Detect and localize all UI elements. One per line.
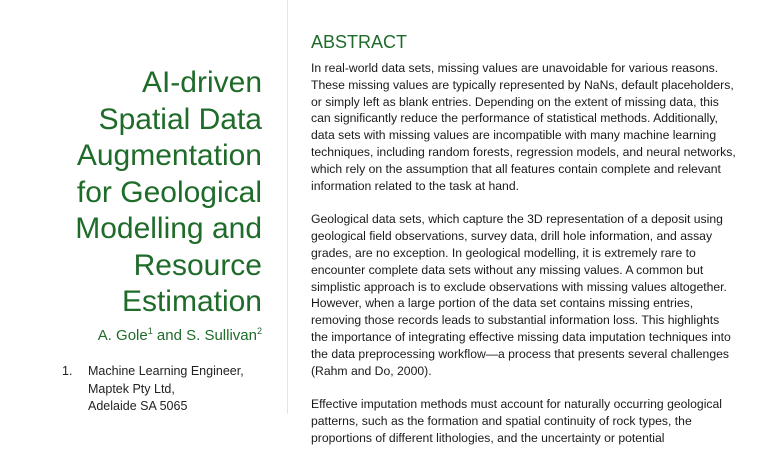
author-name: S. Sullivan [186,327,257,344]
affiliation-line: Adelaide SA 5065 [88,399,188,413]
text-line: proportions of different lithologies, and the uncertainty or potential [311,430,665,445]
title-line: AI-driven [141,66,262,99]
title-line: Spatial Data [98,102,262,136]
author-name: A. Gole [97,327,148,344]
abstract-column [311,30,751,464]
column-divider [287,0,288,414]
affiliation-number: 1. [62,364,73,378]
title-line: Estimation [121,285,262,318]
title-line: Augmentation [76,139,262,172]
text-line: simplistic approach is to exclude observations with missing values altogether. [311,279,727,294]
text-line: data sets with missing values are incompatible with many machine learning [311,128,717,143]
abstract-paragraph [311,211,751,379]
text-line: techniques, including random forests, regression models, and neural networks, [311,144,736,159]
title-line: Resource [133,248,262,282]
text-line: However, when a large portion of the data set contains missing entries, [311,296,694,311]
text-line: the data preprocessing workflow—a process that presents several challenges [311,346,729,361]
affiliation-lines [88,363,244,416]
author-conjunction: and [152,327,187,344]
text-line: or simply left as blank entries. Depending on the extent of missing data, this [311,94,719,109]
text-line: encounter complete data sets without any missing values. A common but [311,262,704,277]
text-line: Geological data sets, which capture the 3D representation of a deposit using [311,212,723,227]
title-column [0,0,286,414]
text-line: These missing values are typically represented by NaNs, default placeholders, [311,77,734,92]
paper-title [2,65,262,321]
affiliation-line: Maptek Pty Ltd, [88,381,175,396]
text-line: patterns, such as the formation and spatial continuity of rock types, the [311,414,692,429]
text-line: (Rahm and Do, 2000). [311,363,432,378]
text-line: geological field observations, survey data, drill hole information, and assay [311,229,713,244]
author-affiliation-marker: 1 [147,326,153,336]
author-list [98,322,262,345]
text-line: In real-world data sets, missing values are unavoidable for various reasons. [311,61,719,75]
abstract-paragraph [311,60,751,194]
text-line: which rely on the assumption that all features contain complete and relevant [311,161,721,176]
text-line: grades, are no exception. In geological modelling, it is extremely rare to [311,245,696,260]
title-line: for Geological [76,175,262,209]
abstract-heading: ABSTRACT [311,32,408,52]
text-line: the importance of integrating effective missing data imputation techniques into [311,329,731,344]
abstract-paragraph [311,396,751,446]
text-line: information related to the task at hand. [311,178,519,193]
text-line: can significantly reduce the performance of statistical methods. Additionally, [311,111,718,126]
text-line: removing those records leads to substantial information loss. This highlights [311,313,720,328]
text-line: Effective imputation methods must account for naturally occurring geological [311,397,722,412]
affiliation-line: Machine Learning Engineer, [88,364,244,378]
author-affiliation-marker: 2 [256,326,262,336]
title-line: Modelling and [75,212,262,245]
